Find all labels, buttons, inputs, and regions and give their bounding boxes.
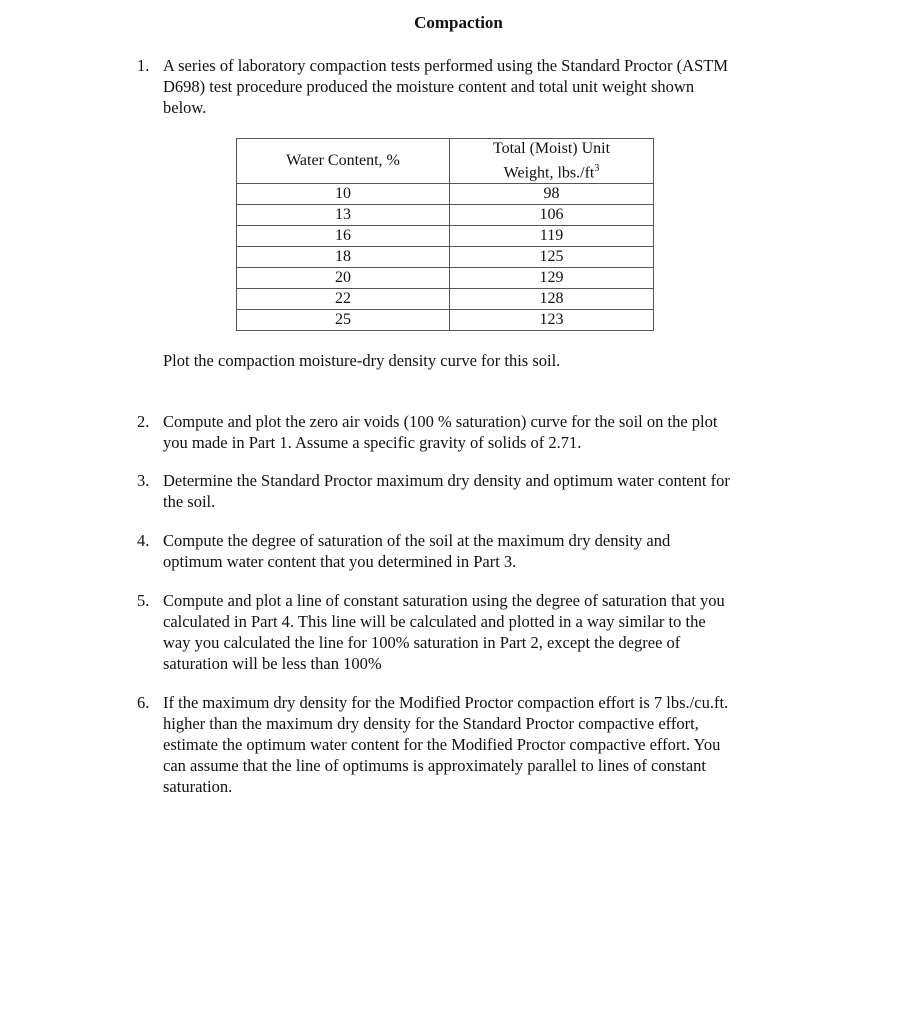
question-text: If the maximum dry density for the Modified Proctor compaction effort is 7 lbs./cu.ft.: [163, 693, 729, 712]
question-number: 2.: [137, 412, 150, 431]
table-row: 13 106: [237, 205, 654, 226]
question-text: optimum water content that you determined in Part 3.: [163, 552, 517, 571]
compaction-data-table: [236, 138, 654, 331]
table-row: 10 98: [237, 184, 654, 205]
question-text: the soil.: [163, 492, 216, 511]
table-row: 22 128: [237, 289, 654, 310]
question-text: way you calculated the line for 100% saturation in Part 2, except the degree of: [163, 633, 681, 652]
table-row: 18 125: [237, 247, 654, 268]
question-text: A series of laboratory compaction tests performed using the Standard Proctor (ASTM: [163, 56, 728, 75]
table-row: 20 129: [237, 268, 654, 289]
table-header-row: [237, 139, 654, 184]
question-number: 4.: [137, 531, 150, 550]
table-row: 25 123: [237, 310, 654, 331]
question-text: Compute and plot a line of constant saturation using the degree of saturation that you: [163, 591, 725, 610]
header-unit-weight: Total (Moist) Unit Weight, $lbs./ft^3$: [450, 139, 654, 184]
question-text: estimate the optimum water content for the Modified Proctor compactive effort. You: [163, 735, 721, 754]
question-text: D698) test procedure produced the moisture content and total unit weight shown: [163, 77, 695, 96]
question-text: you made in Part 1. Assume a specific gravity of solids of 2.71.: [163, 433, 582, 452]
question-text: Compute the degree of saturation of the soil at the maximum dry density and: [163, 531, 671, 550]
question-text: saturation.: [163, 777, 233, 796]
header-water-content: Water Content, %: [237, 139, 450, 184]
question-text: calculated in Part 4. This line will be calculated and plotted in a way similar to the: [163, 612, 706, 631]
document-title: Compaction: [414, 13, 503, 32]
question-text: below.: [163, 98, 207, 117]
question-number: 1.: [137, 56, 150, 75]
question-text: saturation will be less than 100%: [163, 654, 382, 673]
question-text: can assume that the line of optimums is approximately parallel to lines of constant: [163, 756, 706, 775]
question-number: 3.: [137, 471, 150, 490]
plot-instruction: Plot the compaction moisture-dry density curve for this soil.: [163, 351, 561, 370]
question-text: Compute and plot the zero air voids (100 % saturation) curve for the soil on the plot: [163, 412, 718, 431]
question-number: 5.: [137, 591, 150, 610]
question-text: Determine the Standard Proctor maximum dry density and optimum water content for: [163, 471, 730, 490]
question-text: higher than the maximum dry density for the Standard Proctor compactive effort,: [163, 714, 699, 733]
question-number: 6.: [137, 693, 150, 712]
table-row: 16 119: [237, 226, 654, 247]
